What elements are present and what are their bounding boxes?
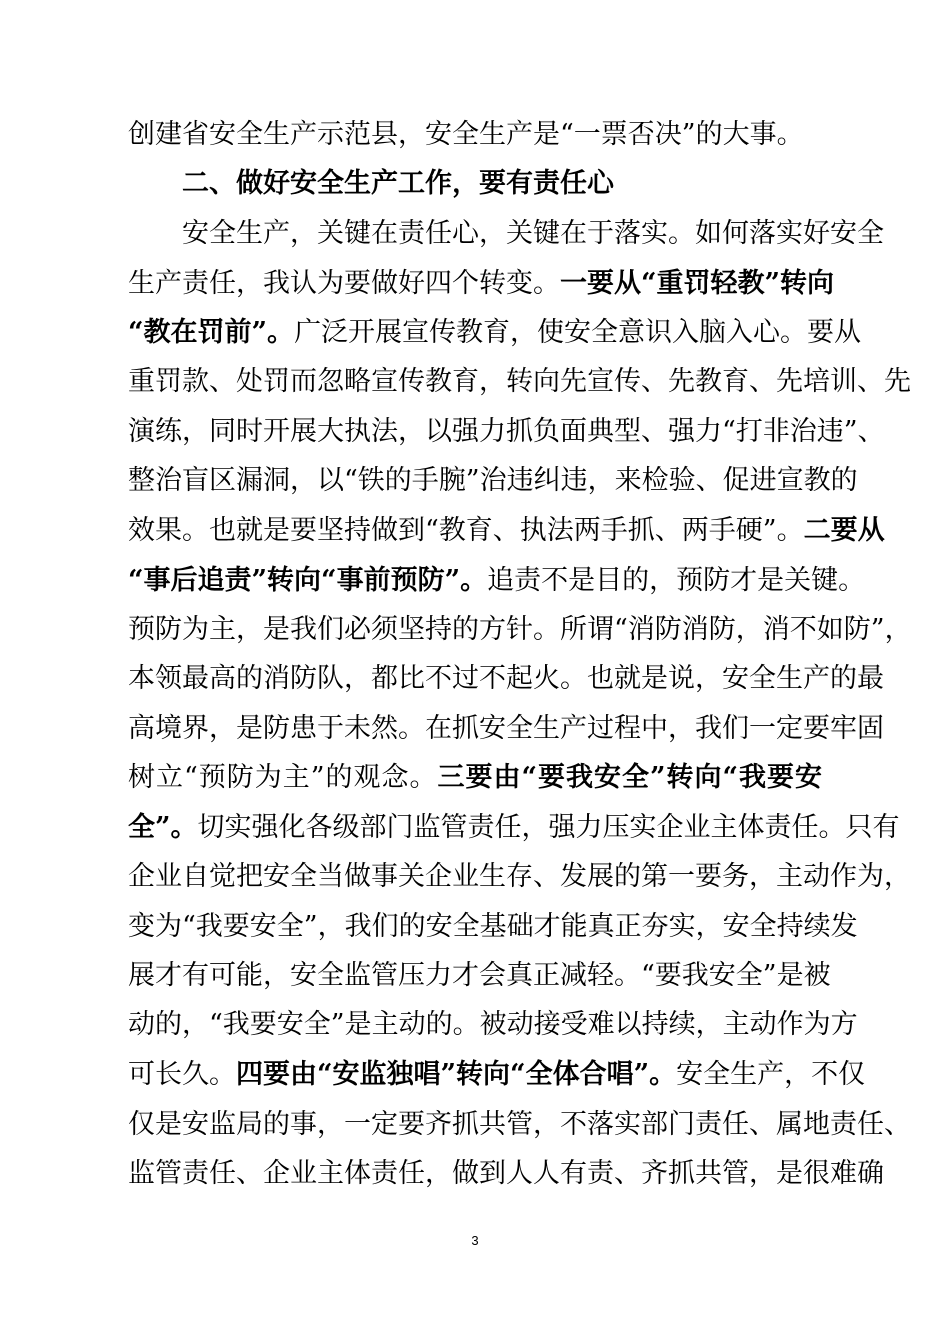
text-line	[128, 605, 912, 655]
text-line	[128, 1100, 911, 1150]
text-segment: 可长久。	[128, 1059, 236, 1090]
text-segment: 展才有可能，安全监管压力才会真正减轻。“要我安全”是被	[128, 960, 831, 991]
text-line	[128, 654, 884, 704]
bold-text-segment: 三要由“要我安全”转向“我要安	[437, 762, 822, 793]
text-segment: 创建省安全生产示范县，安全生产是“一票否决”的大事。	[128, 119, 804, 150]
text-line	[128, 803, 900, 853]
text-line	[128, 902, 858, 952]
text-segment: 整治盲区漏洞，以“铁的手腕”治违纠违，来检验、促进宣教的	[128, 465, 858, 496]
text-segment: 广泛开展宣传教育，使安全意识入脑入心。要从	[294, 317, 862, 348]
bold-text-segment: “事后追责”转向“事前预防”。	[128, 565, 488, 596]
text-segment: 仅是安监局的事，一定要齐抓共管，不落实部门责任、属地责任、	[128, 1109, 911, 1140]
text-line	[128, 704, 884, 754]
text-segment: 企业自觉把安全当做事关企业生存、发展的第一要务，主动作为，	[128, 861, 911, 892]
text-segment: 效果。也就是要坚持做到“教育、执法两手抓、两手硬”。	[128, 515, 804, 546]
text-segment: 重罚款、处罚而忽略宣传教育，转向先宣传、先教育、先培训、先	[128, 366, 911, 397]
bold-text-segment: “教在罚前”。	[128, 317, 295, 348]
text-segment: 预防为主，是我们必须坚持的方针。所谓“消防消防，消不如防”，	[128, 614, 912, 645]
bold-text-segment: 二、做好安全生产工作，要有责任心	[182, 168, 614, 199]
text-line	[128, 407, 885, 457]
text-line	[128, 357, 911, 407]
text-line	[128, 110, 822, 160]
text-line	[128, 308, 862, 358]
bold-text-segment: 二要从	[803, 515, 885, 546]
text-line	[128, 951, 831, 1001]
text-line	[128, 456, 858, 506]
text-segment: 高境界，是防患于未然。在抓安全生产过程中，我们一定要牢固	[128, 713, 884, 744]
text-segment: 树立“预防为主”的观念。	[128, 762, 438, 793]
text-line	[128, 1000, 858, 1050]
text-segment: 追责不是目的，预防才是关键。	[487, 565, 866, 596]
text-segment: 安全生产，关键在责任心，关键在于落实。如何落实好安全	[182, 218, 884, 249]
page-number: 3	[471, 1233, 479, 1248]
text-segment: 生产责任，我认为要做好四个转变。	[128, 268, 560, 299]
text-segment: 变为“我要安全”，我们的安全基础才能真正夯实，安全持续发	[128, 911, 858, 942]
text-line	[128, 259, 835, 309]
text-segment: 演练，同时开展大执法，以强力抓负面典型、强力“打非治违”、	[128, 416, 885, 447]
text-line	[182, 209, 884, 259]
bold-text-segment: 四要由“安监独唱”转向“全体合唱”。	[236, 1059, 677, 1090]
bold-text-segment: 全”。	[128, 812, 198, 843]
text-line	[128, 1149, 884, 1199]
text-line	[128, 1050, 866, 1100]
text-segment: 监管责任、企业主体责任，做到人人有责、齐抓共管，是很难确	[128, 1158, 884, 1189]
text-line	[128, 753, 822, 803]
text-line	[128, 852, 911, 902]
text-segment: 动的，“我要安全”是主动的。被动接受难以持续，主动作为方	[128, 1009, 858, 1040]
text-segment: 安全生产，不仅	[676, 1059, 866, 1090]
text-line	[128, 506, 885, 556]
bold-text-segment: 一要从“重罚轻教”转向	[560, 268, 835, 299]
text-line	[128, 556, 866, 606]
text-segment: 切实强化各级部门监管责任，强力压实企业主体责任。只有	[197, 812, 900, 843]
text-line	[182, 159, 822, 209]
text-segment: 本领最高的消防队，都比不过不起火。也就是说，安全生产的最	[128, 663, 884, 694]
